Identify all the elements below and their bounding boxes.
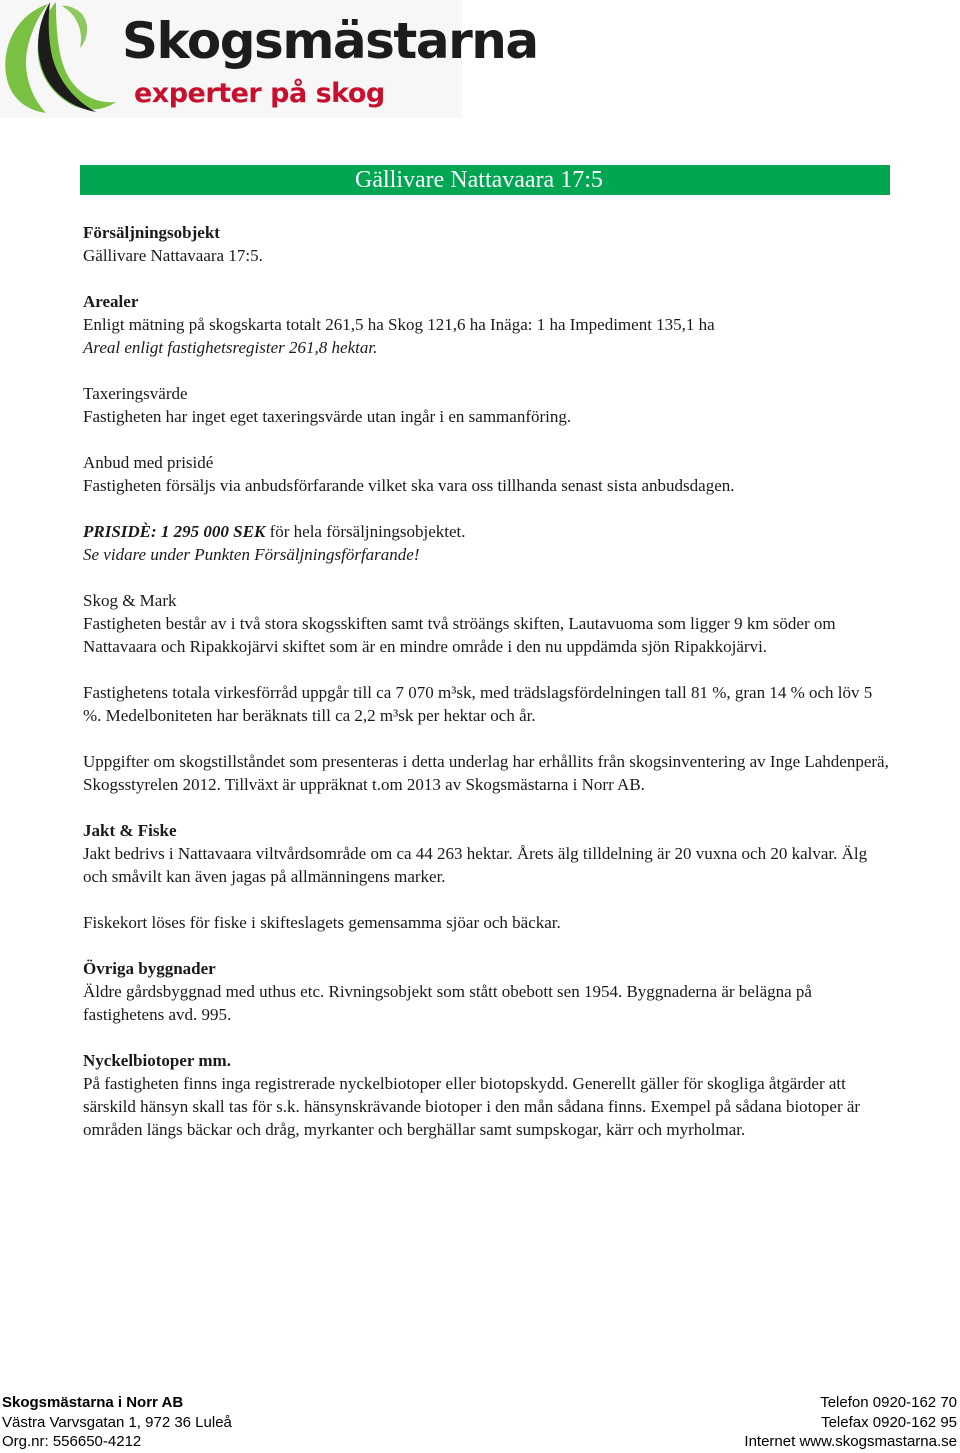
document-body: [83, 221, 893, 1141]
heading-arealer: Arealer: [83, 292, 139, 311]
footer-contact-block: [744, 1393, 957, 1452]
prisidee-line: [83, 520, 893, 543]
anbud-text: Fastigheten försäljs via anbudsförfarande vilket ska vara oss tillhanda senast sista anbudsdagen.: [83, 476, 735, 495]
heading-ovriga-byggnader: Övriga byggnader: [83, 959, 216, 978]
footer-address-block: [2, 1393, 232, 1452]
footer-orgnr: Org.nr: 556650-4212: [2, 1433, 142, 1450]
footer-phone: Telefon 0920-162 70: [820, 1394, 957, 1411]
byggnader-text: Äldre gårdsbyggnad med uthus etc. Rivningsobjekt som stått obebott sen 1954. Byggnaderna är belägna på fastighetens avd. 995.: [83, 982, 812, 1024]
heading-jakt-fiske: Jakt & Fiske: [83, 821, 177, 840]
prisidee-rest: för hela försäljningsobjektet.: [265, 522, 466, 541]
footer-web: Internet www.skogsmastarna.se: [744, 1433, 957, 1450]
footer-address: Västra Varvsgatan 1, 972 36 Luleå: [2, 1413, 232, 1431]
heading-anbud: Anbud med prisidé: [83, 453, 214, 472]
prisidee-note: Se vidare under Punkten Försäljningsförfarande!: [83, 545, 420, 564]
jakt-paragraph-1: Jakt bedrivs i Nattavaara viltvårdsområde om ca 44 263 hektar. Årets älg tilldelning är 20 vuxna och 20 kalvar. Älg och småvilt kan även jagas på allmänningens marker.: [83, 844, 868, 886]
nyckelbiotoper-text: På fastigheten finns inga registrerade nyckelbiotoper eller biotopskydd. Generellt gäller för skogliga åtgärder att särskild hänsyn skall tas för s.k. hänsynskrävande biotoper i den mån sådana finns. Exempel på sådana biotoper är områden längs bäckar och dråg, myrkanter och berghällar samt sumpskogar, kärr och myrholmar.: [83, 1074, 861, 1139]
title-banner: [80, 165, 890, 195]
arealer-line-2: Areal enligt fastighetsregister 261,8 hektar.: [83, 338, 378, 357]
jakt-paragraph-2: Fiskekort löses för fiske i skifteslagets gemensamma sjöar och bäckar.: [83, 913, 561, 932]
logo-wordmark: Skogsmästarna: [122, 12, 538, 70]
logo-tagline: experter på skog: [134, 78, 385, 109]
arealer-line-1: Enligt mätning på skogskarta totalt 261,5 ha Skog 121,6 ha Inäga: 1 ha Impediment 135,1 ha: [83, 315, 715, 334]
heading-skog-mark: Skog & Mark: [83, 591, 177, 610]
prisidee-label: PRISIDÈ: 1 295 000 SEK: [83, 522, 266, 541]
forsaljningsobjekt-text: Gällivare Nattavaara 17:5.: [83, 246, 263, 265]
leaf-emblem-icon: [0, 0, 130, 118]
skog-paragraph-2: Fastighetens totala virkesförråd uppgår till ca 7 070 m³sk, med trädslagsfördelningen tall 81 %, gran 14 % och löv 5 %. Medelboniteten har beräknats till ca 2,2 m³sk per hektar och år.: [83, 683, 873, 725]
taxeringsvarde-text: Fastigheten har inget eget taxeringsvärde utan ingår i en sammanföring.: [83, 407, 572, 426]
heading-taxeringsvarde: Taxeringsvärde: [83, 384, 188, 403]
skog-paragraph-3: Uppgifter om skogstillståndet som presenteras i detta underlag har erhållits från skogsinventering av Inge Lahdenperä, Skogsstyrelen 2012. Tillväxt är uppräknat t.om 2013 av Skogsmästarna i Norr AB.: [83, 752, 889, 794]
property-title: Gällivare Nattavaara 17:5: [355, 167, 603, 193]
footer-company: Skogsmästarna i Norr AB: [2, 1394, 184, 1411]
footer-fax: Telefax 0920-162 95: [821, 1413, 957, 1431]
heading-nyckelbiotoper: Nyckelbiotoper mm.: [83, 1051, 231, 1070]
heading-forsaljningsobjekt: Försäljningsobjekt: [83, 223, 220, 242]
company-logo: [0, 0, 538, 118]
skog-paragraph-1: Fastigheten består av i två stora skogsskiften samt två ströängs skiften, Lautavuoma som ligger 9 km söder om Nattavaara och Ripakkojärvi skiftet som är en mindre område i den nu uppdämda sjön Ripakkojärvi.: [83, 614, 836, 656]
